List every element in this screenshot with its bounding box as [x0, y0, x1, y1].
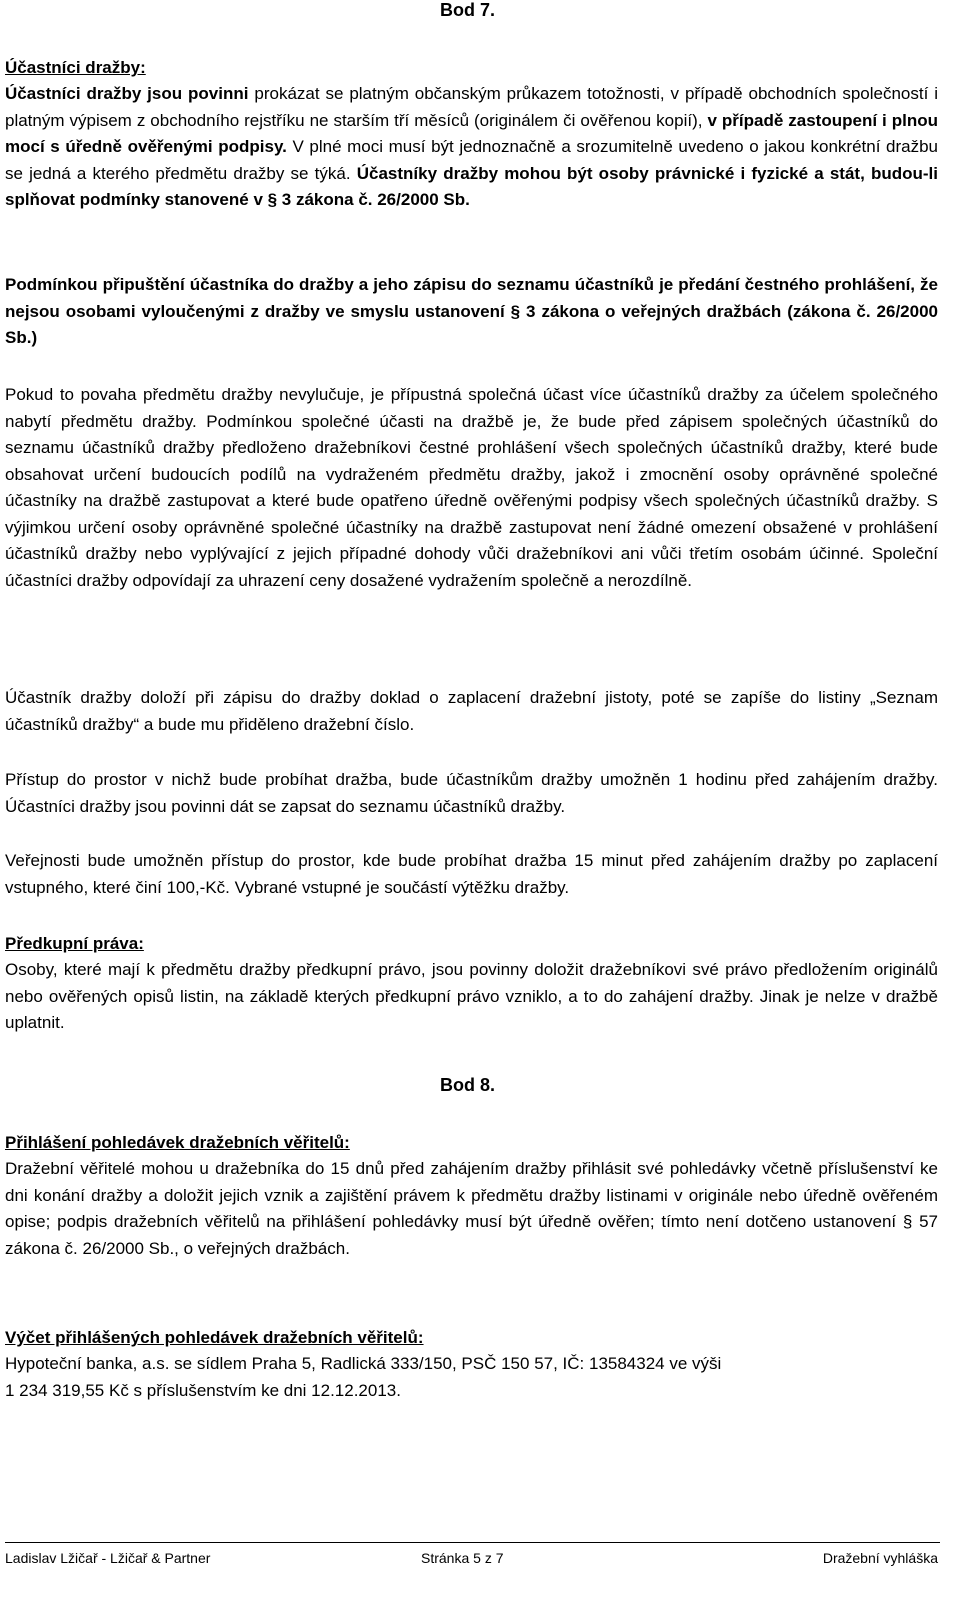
paragraph-preemption-rights: Osoby, které mají k předmětu dražby předkupní právo, jsou povinny doložit dražebníkovi své právo předložením originálů nebo ověřených opisů listin, na základě kterých předkupní právo vzniklo, a to do zahájení dražby. Jinak je nelze v dražbě uplatnit.	[5, 960, 938, 1032]
paragraph-admission-condition	[5, 272, 938, 352]
section-title-bod8: Bod 8.	[440, 1075, 496, 1095]
claim-line: Hypoteční banka, a.s. se sídlem Praha 5, Radlická 333/150, PSČ 150 57, IČ: 13584324 ve výši	[5, 1354, 722, 1373]
heading-participants: Účastníci dražby:	[5, 58, 146, 77]
bold-text: v případě zastoupení i plnou mocí s úředně ověřenými podpisy.	[5, 110, 938, 156]
section-title-bod7: Bod 7.	[440, 0, 496, 20]
body-text: prokázat se platným občanským průkazem totožnosti, v případě obchodních společností i platným výpisem z obchodního rejstříku ne starším tří měsíců (originálem či ověřenou kopií),	[5, 84, 938, 130]
body-text: V plné moci musí být jednoznačně a srozumitelně uvedeno o jakou konkrétní dražbu se jedná a kterého předmětu dražby se týká.	[5, 137, 938, 183]
heading-claims-list: Výčet přihlášených pohledávek dražebních věřitelů:	[5, 1328, 424, 1347]
footer-document-name: Dražební vyhláška	[822, 1550, 938, 1566]
heading-preemption-rights: Předkupní práva:	[5, 934, 144, 953]
claim-line: 1 234 319,55 Kč s příslušenstvím ke dni 12.12.2013.	[5, 1381, 401, 1400]
footer-author: Ladislav Lžičař - Lžičař & Partner	[5, 1550, 211, 1566]
paragraph-access-public: Veřejnosti bude umožněn přístup do prostor, kde bude probíhat dražba 15 minut před zahájením dražby po zaplacení vstupného, které činí 100,-Kč. Vybrané vstupné je součástí výtěžku dražby.	[5, 851, 938, 897]
paragraph-access-participants: Přístup do prostor v nichž bude probíhat dražba, bude účastníkům dražby umožněn 1 hodinu před zahájením dražby. Účastníci dražby jsou povinni dát se zapsat do seznamu účastníků dražby.	[5, 770, 938, 816]
heading-claims-registration: Přihlášení pohledávek dražebních věřitelů:	[5, 1133, 350, 1152]
bold-text: Podmínkou připuštění účastníka do dražby a jeho zápisu do seznamu účastníků je předání čestného prohlášení, že nejsou osobami vyloučenými z dražby ve smyslu ustanovení § 3 zákona o veřejných dražbách (zákona č. 26/2000 Sb.)	[5, 275, 938, 347]
paragraph-claims-registration: Dražební věřitelé mohou u dražebníka do 15 dnů před zahájením dražby přihlásit své pohledávky včetně příslušenství ke dni konání dražby a doložit jejich vznik a zajištění právem k předmětu dražby listinami v originále nebo úředně ověřeném opise; podpis dražebních věřitelů na přihlášení pohledávky musí být úředně ověřen; tímto není dotčeno ustanovení § 57 zákona č. 26/2000 Sb., o veřejných dražbách.	[5, 1159, 938, 1258]
paragraph-auction-deposit: Účastník dražby doloží při zápisu do dražby doklad o zaplacení dražební jistoty, poté se zapíše do listiny „Seznam účastníků dražby“ a bude mu přiděleno dražební číslo.	[5, 688, 938, 734]
footer-divider	[5, 1542, 940, 1543]
footer-page-number: Stránka 5 z 7	[421, 1550, 504, 1566]
bold-text: Účastníci dražby jsou povinni	[5, 84, 249, 103]
paragraph-participants-identity	[5, 81, 938, 214]
paragraph-joint-participation: Pokud to povaha předmětu dražby nevylučuje, je přípustná společná účast více účastníků dražby za účelem společného nabytí předmětu dražby. Podmínkou společné účasti na dražbě je, že bude před zápisem společných účastníků do seznamu účastníků dražby předloženo dražebníkovi čestné prohlášení všech společných účastníků dražby, které bude obsahovat určení budoucích podílů na vydraženém předmětu dražby, jakož i zmocnění osoby oprávněné společné účastníky na dražbě zastupovat a které bude opatřeno úředně ověřenými podpisy všech společných účastníků dražby. S výjimkou určení osoby oprávněné společné účastníky na dražbě zastupovat není žádné omezení obsažené v prohlášení účastníků dražby nebo vyplývající z jejich případné dohody vůči dražebníkovi ani vůči třetím osobám účinné. Společní účastníci dražby odpovídají za uhrazení ceny dosažené vydražením společně a nerozdílně.	[5, 385, 938, 590]
bold-text: Účastníky dražby mohou být osoby právnické i fyzické a stát, budou-li splňovat podmínky stanovené v § 3 zákona č. 26/2000 Sb.	[5, 163, 938, 209]
